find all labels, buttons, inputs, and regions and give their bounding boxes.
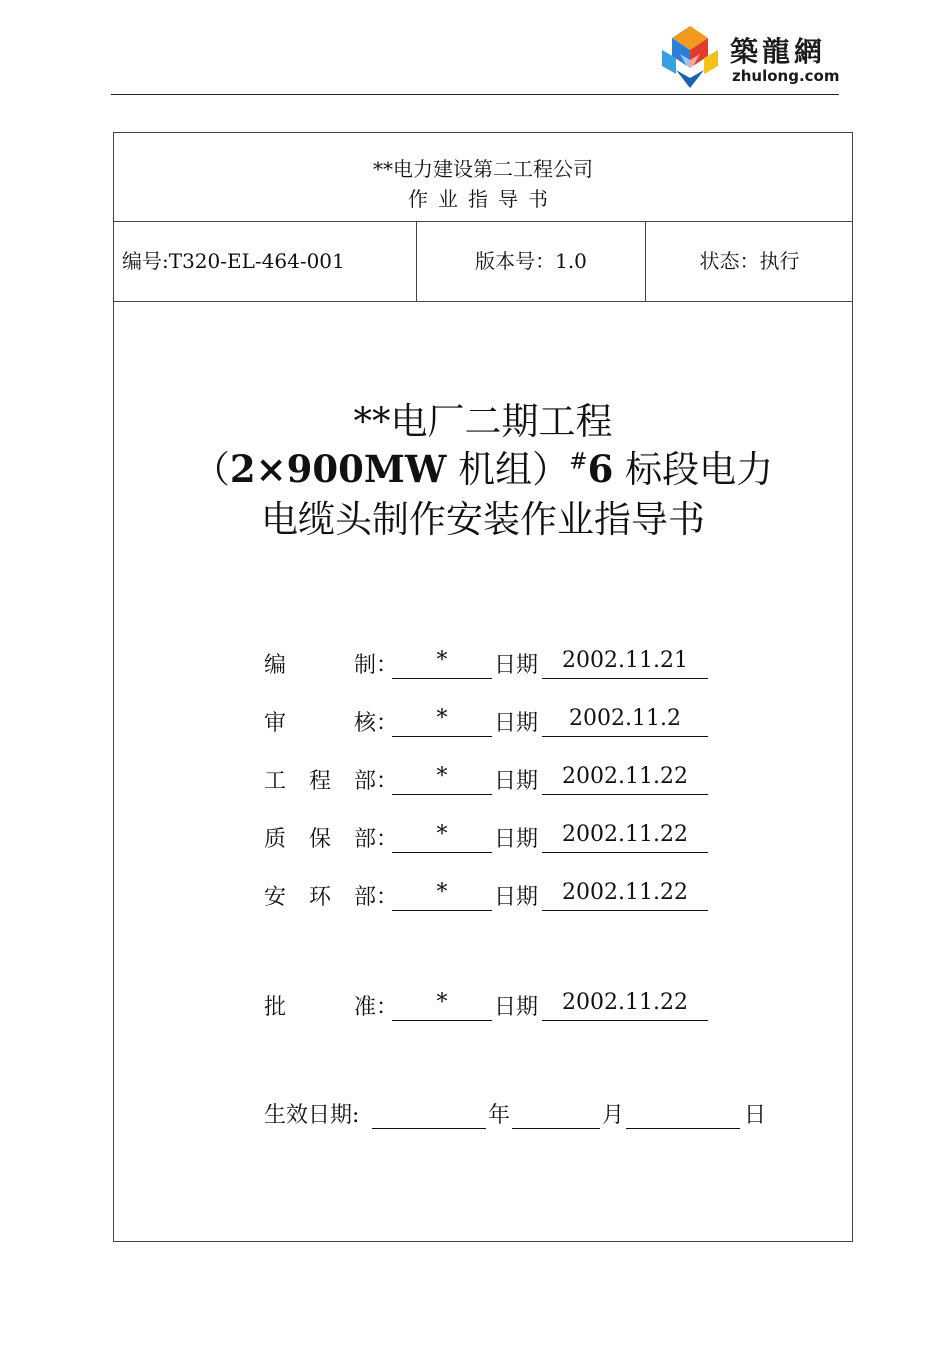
title-number-sign: # bbox=[569, 449, 588, 475]
title-line-1: **电厂二期工程 bbox=[353, 400, 613, 443]
signoff-date: 2002.11.21 bbox=[542, 648, 708, 679]
signoff-date-label: 日期 bbox=[494, 885, 539, 910]
signoff-role-char: 准 bbox=[353, 995, 376, 1020]
signoff-role-char: 质 bbox=[264, 827, 287, 852]
signoff-date-label: 日期 bbox=[494, 995, 539, 1020]
title-line-2 bbox=[114, 439, 852, 493]
signoff-role-char: 核 bbox=[353, 711, 376, 736]
company-name: **电力建设第二工程公司 bbox=[373, 157, 593, 181]
signoff-role-label bbox=[264, 990, 376, 1021]
signoff-role-char: 部 bbox=[353, 885, 376, 910]
signoff-date: 2002.11.22 bbox=[542, 990, 708, 1021]
signoff-date-label: 日期 bbox=[494, 653, 539, 678]
signoff-role-char: 制 bbox=[353, 653, 376, 678]
title-open-paren: （ bbox=[192, 448, 230, 491]
signoff-role-label bbox=[264, 880, 376, 911]
signoff-row bbox=[264, 764, 784, 796]
signoff-colon: ： bbox=[376, 885, 399, 910]
signoff-name: * bbox=[392, 648, 492, 679]
signoff-role-char: 安 bbox=[264, 885, 287, 910]
signoff-role-label bbox=[264, 706, 376, 737]
signoff-role-char: 环 bbox=[308, 885, 331, 910]
signoff-date: 2002.11.22 bbox=[542, 822, 708, 853]
signoff-colon: ： bbox=[376, 827, 399, 852]
signoff-colon: ： bbox=[376, 769, 399, 794]
title-unit-capacity: 2×900MW bbox=[229, 447, 447, 491]
signoff-role-char: 部 bbox=[353, 769, 376, 794]
title-section-suffix: 标段电力 bbox=[613, 448, 774, 491]
document-meta-row bbox=[114, 221, 852, 302]
effective-month-label: 月 bbox=[602, 1103, 625, 1128]
title-section-number: 6 bbox=[587, 447, 614, 491]
cover-frame bbox=[113, 132, 853, 1242]
zhulong-logo bbox=[656, 22, 841, 90]
logo-chinese-text: 築龍網 bbox=[730, 35, 827, 68]
signoff-role-label bbox=[264, 648, 376, 679]
effective-year-label: 年 bbox=[488, 1103, 511, 1128]
zhulong-cube-icon bbox=[656, 24, 724, 90]
signoff-row bbox=[264, 822, 784, 854]
document-code: 编号:T320-EL-464-001 bbox=[122, 249, 345, 273]
signoff-row bbox=[264, 648, 784, 680]
effective-day-blank[interactable] bbox=[626, 1098, 740, 1129]
signoff-name: * bbox=[392, 880, 492, 911]
signoff-colon: ： bbox=[376, 995, 399, 1020]
signoff-row bbox=[264, 880, 784, 912]
document-version: 版本号：1.0 bbox=[416, 221, 645, 301]
signoff-role-char: 批 bbox=[264, 995, 287, 1020]
company-header bbox=[114, 133, 852, 222]
signoff-role-char: 部 bbox=[353, 827, 376, 852]
signoff-role-label bbox=[264, 822, 376, 853]
signoff-name: * bbox=[392, 706, 492, 737]
signoff-date: 2002.11.22 bbox=[542, 764, 708, 795]
logo-domain-text: zhulong.com bbox=[732, 67, 840, 85]
signoff-role-char: 编 bbox=[264, 653, 287, 678]
title-unit-suffix: 机组） bbox=[446, 448, 570, 491]
effective-date-label: 生效日期: bbox=[264, 1103, 360, 1128]
signoff-row bbox=[264, 706, 784, 738]
document-status: 状态：执行 bbox=[645, 221, 853, 301]
signoff-name: * bbox=[392, 822, 492, 853]
signoff-role-char: 程 bbox=[308, 769, 331, 794]
signoff-date: 2002.11.22 bbox=[542, 880, 708, 911]
effective-month-blank[interactable] bbox=[512, 1098, 600, 1129]
effective-year-blank[interactable] bbox=[372, 1098, 486, 1129]
signoff-date-label: 日期 bbox=[494, 827, 539, 852]
header-rule bbox=[111, 94, 839, 95]
signoff-colon: ： bbox=[376, 653, 399, 678]
signoff-date: 2002.11.2 bbox=[542, 706, 708, 737]
document-type: 作业指导书 bbox=[408, 187, 558, 211]
signoff-role-char: 审 bbox=[264, 711, 287, 736]
effective-date-row bbox=[264, 1098, 824, 1130]
signoff-role-char: 工 bbox=[264, 769, 287, 794]
signoff-date-label: 日期 bbox=[494, 769, 539, 794]
signoff-name: * bbox=[392, 990, 492, 1021]
signoff-date-label: 日期 bbox=[494, 711, 539, 736]
effective-day-label: 日 bbox=[744, 1103, 767, 1128]
signoff-row bbox=[264, 990, 784, 1022]
signoff-role-char: 保 bbox=[308, 827, 331, 852]
signoff-name: * bbox=[392, 764, 492, 795]
signoff-role-label bbox=[264, 764, 376, 795]
signoff-colon: ： bbox=[376, 711, 399, 736]
title-line-3: 电缆头制作安装作业指导书 bbox=[261, 498, 705, 541]
